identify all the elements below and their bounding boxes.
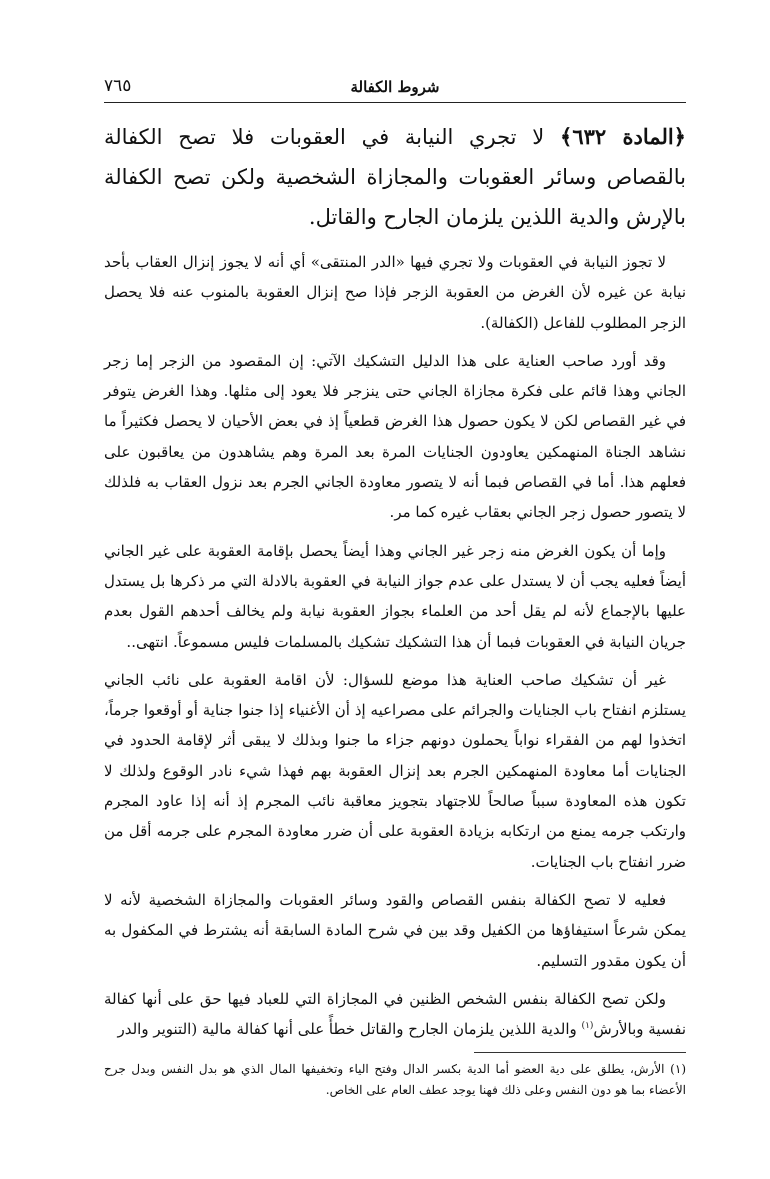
footnote-reference[interactable]: (١) xyxy=(581,1021,594,1032)
book-page xyxy=(104,72,686,1101)
commentary-paragraph-5: فعليه لا تصح الكفالة بنفس القصاص والقود وسائر العقوبات والمجازاة الشخصية لأنه لا يمكن شرعاً استيفاؤها من الكفيل وقد بين في شرح المادة السابقة أنه يشترط في المكفول به أن يكون مقدور التسليم. xyxy=(104,890,686,970)
footnote-divider xyxy=(474,1052,686,1053)
commentary-paragraph-1: لا تجوز النيابة في العقوبات ولا تجري فيها «الدر المنتقى» أي أنه لا يجوز إنزال العقاب بأحد نيابة عن غيره لأن الغرض من العقوبة الزجر فإذا صح إنزال العقوبة بالمنوب عنه فلا يحصل الزجر المطلوب للفاعل (الكفالة). xyxy=(104,253,686,332)
running-title: شروط الكفالة xyxy=(350,78,440,96)
page-header xyxy=(104,72,686,103)
article-body: لا تجري النيابة في العقوبات فلا تصح الكفالة بالقصاص وسائر العقوبات والمجازاة الشخصية ولكن تصح الكفالة بالإرش والدية اللذين يلزمان الجارح والقاتل. xyxy=(104,125,686,229)
commentary-paragraph-4: غير أن تشكيك صاحب العناية هذا موضع للسؤال: لأن اقامة العقوبة على نائب الجاني يستلزم انفتاح باب الجنايات والجرائم على مصراعيه إذ أن الأغنياء إذا جنوا جناية أو أوقعوا جرماً، اتخذوا لهم من الفقراء نواباً يحملون دونهم جزاء ما جنوا وبذلك لا يبقى أثر لإقامة الحدود في الجنايات أما معاودة المنهمكين الجرم بعد إنزال العقوبة بهم فهذا شيء نادر الوقوع ولذلك لا تكون هذه المعاودة سبباً صالحاً للاجتهاد بتجويز معاقبة نائب المجرم إذ أنه إذا عاود المجرم وارتكب جرمه يمنع من ارتكابه بزيادة العقوبة على أن ضرر معاودة المجرم على جرمه أقل من ضرر انفتاح باب الجنايات. xyxy=(104,670,686,871)
paragraph-6-start: ولكن تصح الكفالة بنفس الشخص الظنين في المجازاة التي للعباد فيها حق على أنها كفالة نفسية وبالأرش xyxy=(104,989,686,1039)
paragraph-6-end: والدية اللذين يلزمان الجارح والقاتل خطأً على أنها كفالة مالية (التنوير والدر xyxy=(117,1020,582,1039)
commentary-paragraph-6 xyxy=(104,984,686,1045)
page-number: ٧٦٥ xyxy=(104,76,132,96)
footnote-text: (١) الأرش، يطلق على دية العضو أما الدية بكسر الدال وفتح الياء وتخفيفها المال الذي هو بدل النفس وبدل جرح الأعضاء بما هو دون النفس وعلى ذلك فهنا يوجد عطف العام على الخاص. xyxy=(104,1062,686,1098)
commentary-paragraph-2: وقد أورد صاحب العناية على هذا الدليل التشكيك الآتي: إن المقصود من الزجر إما زجر الجاني وهذا قائم على فكرة مجازاة الجاني حتى ينزجر فلا يعود إلى مثلها. وهذا الغرض يتوفر في غير القصاص لكن لا يكون حصول هذا الغرض قطعياً إذ في بعض الأحيان لا يحصل فكثيراً ما نشاهد الجناة المنهمكين يعاودون الجنايات المرة بعد المرة وهم يشاهدون من يعاقبون على فعلهم هذا. أما في القصاص فبما أنه لا يتصور معاودة الجاني الجرم بعد نزول العقاب به فلذلك لا يتصور حصول زجر الجاني بعقاب غيره كما مر. xyxy=(104,351,686,522)
commentary-paragraph-3: وإما أن يكون الغرض منه زجر غير الجاني وهذا أيضاً يحصل بإقامة العقوبة على غير الجاني أيضاً فعليه يجب أن لا يستدل على عدم جواز النيابة في العقوبة بالادلة التي مر ذكرها بل يستدل عليها بالإجماع لأنه لم يقل أحد من العلماء بجواز العقوبة نيابة ولم يخالف أحدهم القول بعدم جريان النيابة في العقوبات فبما أن هذا التشكيك تشكيك بالمسلمات فليس مسموعاً. انتهى.. xyxy=(104,541,686,651)
article-text xyxy=(104,117,686,237)
article-label: ﴿المادة ٦٣٢﴾ xyxy=(560,124,686,149)
